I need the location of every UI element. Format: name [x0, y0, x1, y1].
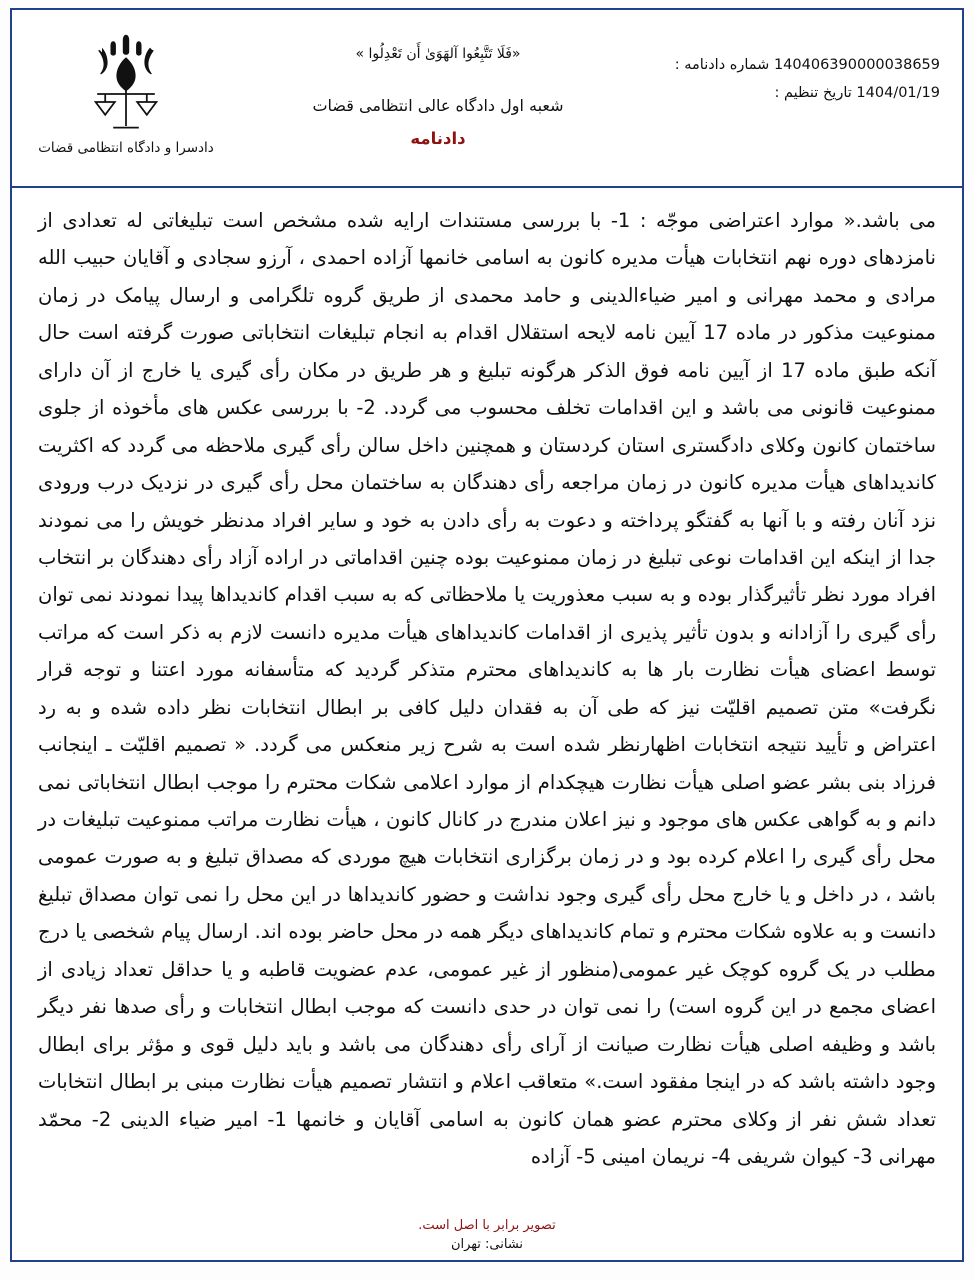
verdict-text-block: [38, 202, 936, 1175]
certified-copy-stamp: تصویر برابر با اصل است.: [418, 1218, 556, 1233]
page-title: دادنامه: [410, 129, 466, 148]
organization-name: دادسرا و دادگاه انتظامی قضات: [38, 140, 214, 156]
verdict-paragraph: می باشد.« موارد اعتراضی موجّه : 1- با بررسی مستندات ارایه شده مشخص است تبلیغاتی له تعدادی از نامزدهای دوره نهم انتخابات هیأت مدیره کانون به اسامی خانمها آزاده احمدی ، آرزو سجادی و آقایان حبیب الله مرادی و محمد مهرانی و امیر ضیاءالدینی و حامد محمدی از طریق گروه تلگرامی و ارسال پیامک در زمان ممنوعیت مذکور در ماده 17 آیین نامه لایحه استقلال اقدام به انجام تبلیغات انتخاباتی صورت گرفته است حال آنکه طبق ماده 17 از آیین نامه فوق الذکر هرگونه تبلیغ و هر طریق در مکان رأی گیری یا خارج از آن دارای ممنوعیت قانونی می باشد و این اقدامات تخلف محسوب می گردد. 2- با بررسی عکس های مأخوذه از جلوی ساختمان کانون وکلای دادگستری استان کردستان و همچنین داخل سالن رأی گیری ملاحظه می گردد که اکثریت کاندیداهای هیأت مدیره کانون در زمان مراجعه رأی دهندگان به ساختمان محل رأی گیری در نزدیک درب ورودی نزد آنان رفته و با آنها به گفتگو پرداخته و دعوت به رأی دادن به خود و سایر افراد مدنظر خویش را می نمودند جدا از اینکه این اقدامات نوعی تبلیغ در زمان ممنوعیت بوده چنین اقداماتی در اراده آزاد رأی دهندگان بر انتخاب افراد مورد نظر تأثیرگذار بوده و به سبب معذوریت یا ملاحظاتی که به سبب اقدام کاندیداها پیدا نمودند نمی توان رأی گیری را آزادانه و بدون تأثیر پذیری از اقدامات کاندیداهای هیأت مدیره دانست لازم به ذکر است که مراتب توسط اعضای هیأت نظارت بار ها به کاندیداهای محترم متذکر گردید که متأسفانه مورد اعتنا و توجه قرار نگرفت» متن تصمیم اقلیّت نیز که طی آن به فقدان دلیل کافی بر ابطال انتخابات نظر داده شده و به رد اعتراض و تأیید نتیجه انتخابات اظهارنظر شده است به شرح زیر منعکس می گردد. « تصمیم اقلیّت ـ اینجانب فرزاد بنی بشر عضو اصلی هیأت نظارت هیچکدام از موارد اعلامی شکات محترم را موجب ابطال انتخاباتی نمی دانم و به گواهی عکس های موجود و نیز اعلان مندرج در کانال کانون ، هیأت نظارت مراتب ممنوعیت تبلیغات در محل رأی گیری را اعلام کرده بود و در زمان برگزاری انتخابات هیچ موردی که مصداق تبلیغ و به صورت عمومی باشد ، در داخل و یا خارج محل رأی گیری وجود نداشت و حضور کاندیداها در این محل را نمی توان مصداق تبلیغ دانست و به علاوه شکات محترم و تمام کاندیداهای دیگر همه در محل حاضر بوده اند. ارسال پیام شخصی یا درج مطلب در یک گروه کوچک غیر عمومی(منظور از غیر عمومی، عدم عضویت قاطبه و یا حداقل تعداد زیادی از اعضای مجمع در این گروه است) را نمی توان در حدی دانست که موجب ابطال انتخابات و رأی صدها نفر دیگر باشد و وظیفه اصلی هیأت نظارت صیانت از آرای رأی دهندگان می باشد و باید دلیل قوی و مؤثر برای ابطال وجود داشته باشد که در اینجا مفقود است.» متعاقب اعلام و انتشار تصمیم هیأت نظارت مبنی بر ابطال انتخابات تعداد شش نفر از وکلای محترم عضو همان کانون به اسامی آقایان و خانمها 1- امیر ضیاء الدینی 2- محمّد مهرانی 3- کیوان شریفی 4- نریمان امینی 5- آزاده: [38, 209, 936, 1168]
address-line: نشانی: تهران: [450, 1237, 524, 1252]
doc-number-label: شماره دادنامه :: [674, 57, 770, 73]
document-sheet: [10, 8, 964, 1262]
header-title-block: [236, 16, 640, 184]
doc-date-value: 1404/01/19: [856, 84, 940, 101]
court-branch: شعبه اول دادگاه عالی انتظامی قضات: [312, 96, 564, 115]
iran-emblem-icon: [78, 30, 174, 134]
doc-date-label: تاریخ تنظیم :: [774, 84, 852, 101]
document-footer: [12, 1218, 962, 1252]
document-body: [12, 188, 962, 1175]
header-emblem-block: [16, 16, 236, 184]
document-header: [12, 10, 962, 188]
quran-verse: «فَلَا تَتَّبِعُوا آلهَوَیٰ أَن تَعْدِلُوا »: [355, 46, 521, 62]
doc-number-value: 140406390000038659: [773, 57, 940, 73]
doc-number-line: [640, 52, 940, 80]
header-meta-block: [640, 16, 958, 184]
doc-date-line: [640, 80, 940, 108]
